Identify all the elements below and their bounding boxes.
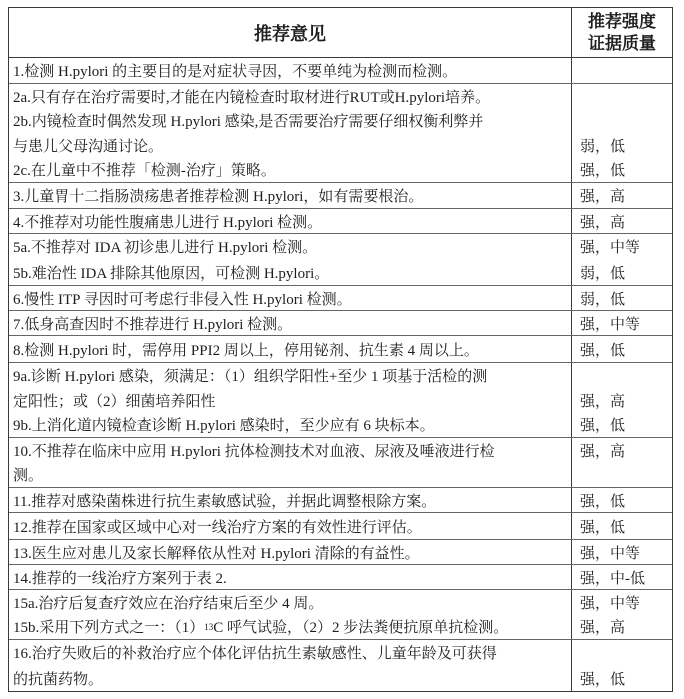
recommendation-text: 5b.难治性 IDA 排除其他原因，可检测 H.pylori。 [9,260,572,286]
recommendation-text: 测。 [9,463,572,488]
rating: 强，中等 [580,595,641,612]
rating: 强，低 [580,163,626,180]
recommendation-text: 3.儿童胃十二指肠溃疡患者推荐检测 H.pylori，如有需要根治。 [9,183,572,208]
table-row [9,311,672,336]
table-row [9,590,672,640]
rating: 强，中等 [580,545,641,562]
recommendation-text: 2b.内镜检查时偶然发现 H.pylori 感染,是否需要治疗需要仔细权衡利弊并 [9,109,572,134]
table-row [9,363,672,438]
rating: 弱，低 [580,265,626,282]
table-row [9,209,672,234]
recommendation-text: 15a.治疗后复查疗效应在治疗结束后至少 4 周。 [9,590,572,615]
recommendation-text: 9b.上消化道内镜检查诊断 H.pylori 感染时，至少应有 6 块标本。 [9,412,572,437]
rating [572,84,672,109]
rating [572,109,672,134]
rating: 强，低 [580,519,626,536]
recommendation-text: 1.检测 H.pylori 的主要目的是对症状寻因，不要单纯为检测而检测。 [9,58,572,83]
recommendation-text: 13.医生应对患儿及家长解释依从性对 H.pylori 清除的有益性。 [9,540,572,564]
rating: 强，低 [580,493,626,510]
rating: 强，高 [580,443,626,460]
text-after-superscript: C 呼气试验，（2）2 步法粪便抗原单抗检测。 [213,620,509,637]
recommendation-text: 的抗菌药物。 [9,666,572,692]
recommendations-table [8,7,673,692]
recommendation-text: 15b.采用下列方式之一：（1） 13 C 呼气试验，（2）2 步法粪便抗原单抗检测。 [9,615,572,640]
recommendation-text: 4.不推荐对功能性腹痛患儿进行 H.pylori 检测。 [9,209,572,233]
rating: 弱，低 [580,291,626,308]
recommendation-text: 定阳性；或（2）细菌培养阳性 [9,388,572,413]
rating [572,463,672,488]
recommendation-text: 2a.只有存在治疗需要时,才能在内镜检查时取材进行RUT或H.pylori培养。 [9,84,572,109]
recommendation-text: 5a.不推荐对 IDA 初诊患儿进行 H.pylori 检测。 [9,234,572,260]
rating: 强，高 [580,620,626,637]
recommendation-text: 12.推荐在国家或区域中心对一线治疗方案的有效性进行评估。 [9,513,572,539]
table-row [9,84,672,183]
rating: 强，高 [580,214,626,231]
table-row [9,540,672,565]
rating: 强，高 [580,393,626,410]
table-row [9,234,672,286]
table-row [9,488,672,513]
table-row [9,438,672,488]
header-strength-evidence [572,8,672,57]
rating: 强，低 [580,671,626,688]
header-recommendation: 推荐意见 [9,8,572,57]
table-row [9,183,672,209]
table-row [9,565,672,590]
text-before-superscript: 15b.采用下列方式之一：（1） [13,620,205,637]
header-evidence: 证据质量 [588,33,656,54]
rating [572,363,672,388]
rating: 强，中等 [580,316,641,333]
table-row [9,58,672,84]
header-strength: 推荐强度 [588,11,656,32]
recommendation-text: 14.推荐的一线治疗方案列于表 2. [9,565,572,589]
recommendation-text: 11.推荐对感染菌株进行抗生素敏感试验，并据此调整根除方案。 [9,488,572,512]
rating: 弱，低 [580,138,626,155]
recommendation-text: 6.慢性 ITP 寻因时可考虑行非侵入性 H.pylori 检测。 [9,286,572,310]
rating: 强，低 [580,342,626,359]
table-row [9,640,672,691]
recommendation-text: 8.检测 H.pylori 时，需停用 PPI2 周以上，停用铋剂、抗生素 4 周以上。 [9,336,572,362]
rating [572,640,672,666]
recommendation-text: 2c.在儿童中不推荐「检测-治疗」策略。 [9,158,572,183]
recommendation-text: 7.低身高查因时不推荐进行 H.pylori 检测。 [9,311,572,335]
recommendation-text: 10.不推荐在临床中应用 H.pylori 抗体检测技术对血液、尿液及唾液进行检 [9,438,572,463]
rating: 强，高 [580,189,626,205]
rating: 强，中等 [580,240,641,257]
recommendation-text: 16.治疗失败后的补救治疗应个体化评估抗生素敏感性、儿童年龄及可获得 [9,640,572,666]
rating: 强，中-低 [580,570,645,587]
table-header [9,8,672,58]
rating [572,58,672,83]
rating: 强，低 [580,418,626,435]
table-row [9,286,672,311]
table-row [9,336,672,363]
recommendation-text: 与患儿父母沟通讨论。 [9,133,572,158]
recommendation-text: 9a.诊断 H.pylori 感染，须满足：（1）组织学阳性+至少 1 项基于活检的测 [9,363,572,388]
table-row [9,513,672,540]
